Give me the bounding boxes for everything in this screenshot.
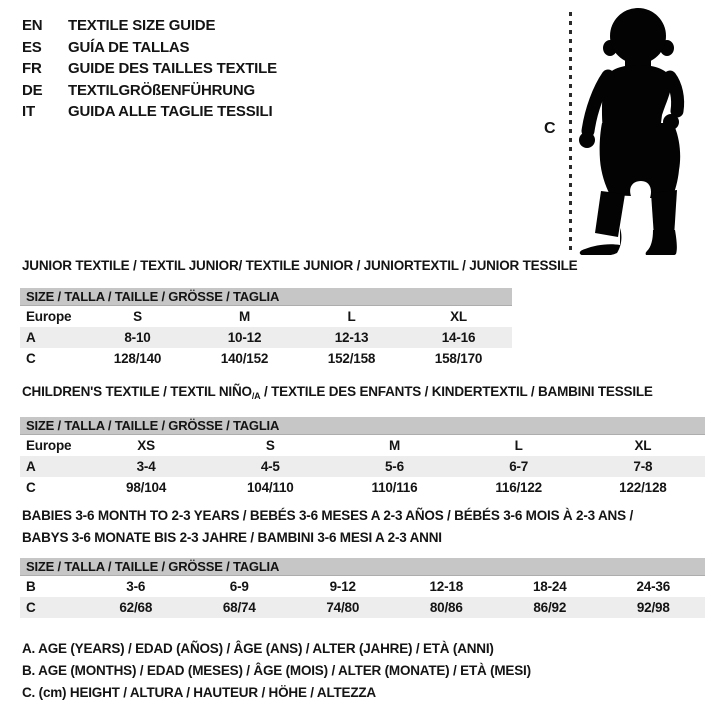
size-cell: 92/98 [602, 597, 706, 618]
section-title-babies [22, 505, 633, 549]
size-table-header: SIZE / TALLA / TAILLE / GRÖSSE / TAGLIA [20, 558, 705, 576]
size-cell: XL [634, 438, 652, 453]
size-cell: 68/74 [188, 597, 292, 618]
height-dotted-line [569, 12, 572, 250]
row-label: Europe [26, 309, 72, 324]
size-cell: S [133, 309, 142, 324]
row-label: C [20, 597, 84, 618]
size-cell: 74/80 [291, 597, 395, 618]
size-cell: 7-8 [581, 456, 705, 477]
size-cell: 3-6 [126, 579, 146, 594]
size-cell: 24-36 [636, 579, 671, 594]
language-code: IT [22, 103, 35, 120]
size-cell: 152/158 [327, 351, 376, 366]
row-label: A [20, 327, 84, 348]
size-cell: 158/170 [434, 351, 483, 366]
size-cell: 6-9 [229, 579, 249, 594]
size-table-header: SIZE / TALLA / TAILLE / GRÖSSE / TAGLIA [20, 288, 512, 306]
language-row [22, 101, 277, 123]
size-cell: 9-12 [329, 579, 356, 594]
size-cell: 122/128 [619, 480, 667, 495]
row-label: Europe [26, 438, 72, 453]
measurement-figure [540, 0, 720, 260]
size-cell: 3-4 [84, 456, 208, 477]
table-row [20, 456, 705, 477]
section-title-babies-line2: BABYS 3-6 MONATE BIS 2-3 JAHRE / BAMBINI 3-6 MESI A 2-3 ANNI [22, 530, 442, 545]
language-label: TEXTILE SIZE GUIDE [68, 17, 216, 34]
size-cell: 8-10 [84, 327, 191, 348]
language-code: FR [22, 60, 42, 77]
size-cell: 10-12 [191, 327, 298, 348]
language-label: GUIDA ALLE TAGLIE TESSILI [68, 103, 273, 120]
table-row [20, 597, 705, 618]
table-row [20, 435, 705, 456]
language-row [22, 37, 277, 59]
section-title-junior: JUNIOR TEXTILE / TEXTIL JUNIOR/ TEXTILE JUNIOR / JUNIORTEXTIL / JUNIOR TESSILE [22, 258, 578, 273]
footnote-c: C. (cm) HEIGHT / ALTURA / HAUTEUR / HÖHE / ALTEZZA [22, 685, 376, 700]
size-cell: XS [137, 438, 155, 453]
size-cell: 62/68 [84, 597, 188, 618]
language-row [22, 15, 277, 37]
size-cell: 104/110 [246, 480, 294, 495]
size-cell: 116/122 [495, 480, 542, 495]
language-code: ES [22, 38, 42, 56]
language-code: EN [22, 17, 43, 34]
size-cell: 86/92 [498, 597, 602, 618]
section-title-children-post: / TEXTILE DES ENFANTS / KINDERTEXTIL / BAMBINI TESSILE [260, 384, 653, 399]
size-cell: 5-6 [332, 456, 456, 477]
children-size-table [20, 417, 705, 498]
section-title-babies-line1: BABIES 3-6 MONTH TO 2-3 YEARS / BEBÉS 3-6 MESES A 2-3 AÑOS / BÉBÉS 3-6 MOIS À 2-3 ANS / [22, 508, 633, 523]
row-label: B [26, 579, 36, 594]
footnotes [22, 638, 531, 704]
junior-size-table [20, 288, 512, 369]
size-cell: 6-7 [457, 456, 581, 477]
babies-size-table [20, 558, 705, 618]
language-label: TEXTILGRÖßENFÜHRUNG [68, 81, 256, 99]
table-row [20, 477, 705, 498]
size-cell: 12-13 [298, 327, 405, 348]
row-label: C [26, 480, 36, 495]
size-cell: 110/116 [371, 480, 418, 495]
size-cell: L [514, 438, 523, 453]
table-row [20, 576, 705, 597]
table-row [20, 348, 512, 369]
section-title-children-pre: CHILDREN'S TEXTILE / TEXTIL NIÑO [22, 384, 252, 399]
section-title-children-sub: /A [251, 391, 261, 401]
size-cell: 80/86 [395, 597, 499, 618]
language-label: GUIDE DES TAILLES TEXTILE [68, 60, 277, 77]
size-cell: 140/152 [220, 351, 269, 366]
table-row [20, 327, 512, 348]
size-cell: XL [450, 309, 467, 324]
language-row [22, 80, 277, 102]
size-cell: 14-16 [405, 327, 512, 348]
footnote-a: A. AGE (YEARS) / EDAD (AÑOS) / ÂGE (ANS) / ALTER (JAHRE) / ETÀ (ANNI) [22, 641, 494, 656]
size-cell: L [347, 309, 356, 324]
size-cell: M [388, 438, 400, 453]
size-cell: M [238, 309, 251, 324]
section-title-children [22, 381, 653, 407]
language-list [22, 15, 277, 123]
table-row [20, 306, 512, 327]
row-label: A [20, 456, 84, 477]
footnote-b: B. AGE (MONTHS) / EDAD (MESES) / ÂGE (MOIS) / ALTER (MONATE) / ETÀ (MESI) [22, 663, 531, 678]
size-cell: 4-5 [208, 456, 332, 477]
toddler-silhouette-icon [575, 5, 705, 255]
size-table-header: SIZE / TALLA / TAILLE / GRÖSSE / TAGLIA [20, 417, 705, 435]
size-cell: 128/140 [113, 351, 162, 366]
language-row [22, 58, 277, 80]
size-cell: S [265, 438, 275, 453]
height-measure-label: C [544, 120, 556, 137]
language-label: GUÍA DE TALLAS [68, 38, 190, 56]
language-code: DE [22, 81, 43, 99]
size-cell: 12-18 [429, 579, 464, 594]
size-cell: 18-24 [532, 579, 567, 594]
size-cell: 98/104 [126, 480, 167, 495]
row-label: C [26, 351, 36, 366]
